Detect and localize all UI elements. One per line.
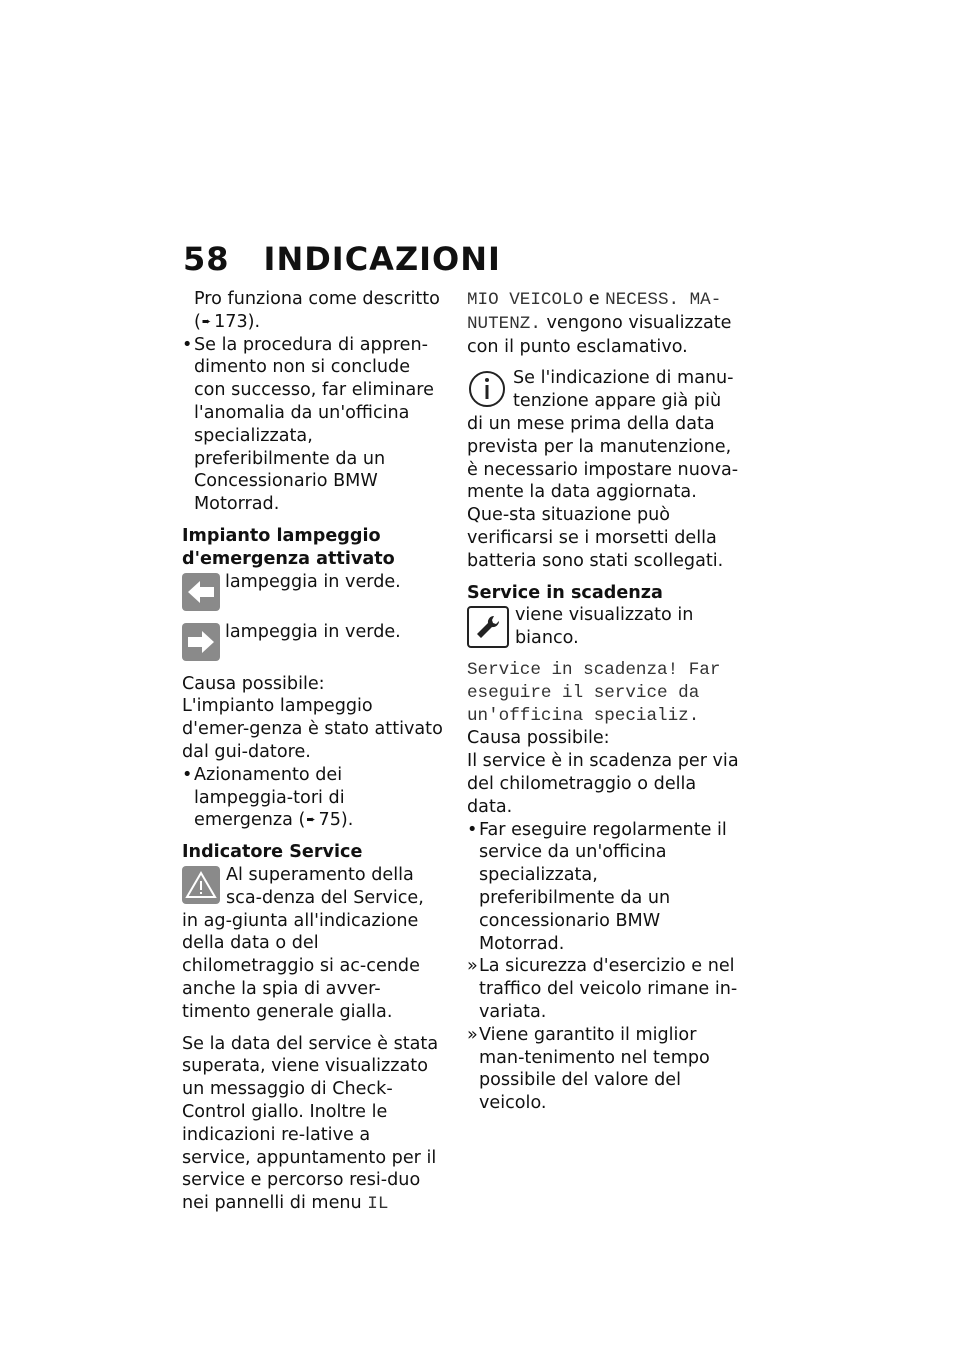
paragraph-menu-names: MIO VEICOLO e NECESS. MA-NUTENZ. vengono visualizzate con il punto esclamativo. <box>467 289 732 357</box>
hazard-left-row <box>182 571 444 611</box>
menu-name-mono: NECESS. MA-NUTENZ. <box>467 290 722 334</box>
info-text: Se l'indicazione di manu-tenzione appare già più di un mese prima della data prevista per la manutenzione, è necessario impostare nuova-mente la data aggiornata. Que-sta situazione può verificarsi se i morsetti della batteria sono stati scollegati. <box>467 368 739 571</box>
result-safety: » La sicurezza d'esercizio e nel traffico del veicolo rimane in-variata. <box>467 955 739 1023</box>
warning-triangle-icon <box>182 866 220 904</box>
warning-block <box>182 864 444 1024</box>
turn-signal-right-icon <box>182 623 220 661</box>
heading-hazard-lights: Impianto lampeggio d'emergenza attivato <box>182 525 395 569</box>
reference-arrow-icon: ➨ <box>201 314 212 328</box>
cause-label-left: Causa possibile: <box>182 673 325 694</box>
check-control-message: Service in scadenza! Far eseguire il service da un'officina specializ. <box>467 659 721 726</box>
bullet-regular-service: • Far eseguire regolarmente il service da un'officina specializzata, preferibilmente da un concessionario BMW Motorrad. <box>467 819 739 956</box>
wrench-text: viene visualizzato in bianco. <box>515 605 694 649</box>
hazard-left-text: lampeggia in verde. <box>225 571 401 592</box>
left-column <box>182 288 444 1216</box>
right-column <box>467 288 739 1115</box>
paragraph-service-overdue: Se la data del service è stata superata, viene visualizzato un messaggio di Check-Control giallo. Inoltre le indicazioni re-lative a service, appuntamento per il service e percorso resi-duo nei pannelli di menu IL <box>182 1033 439 1215</box>
hazard-right-text: lampeggia in verde. <box>225 621 401 642</box>
reference-arrow-icon: ➨ <box>306 813 316 827</box>
wrench-icon <box>467 606 509 648</box>
wrench-block <box>467 604 739 650</box>
info-icon <box>467 369 507 409</box>
heading-service-indicator: Indicatore Service <box>182 842 363 863</box>
result-value: » Viene garantito il miglior man-tenimento nel tempo possibile del valore del veicolo. <box>467 1024 739 1115</box>
hazard-right-row <box>182 621 444 661</box>
info-block <box>467 367 739 572</box>
menu-name-mono: MIO VEICOLO <box>467 290 584 310</box>
bullet-learning-procedure: • Se la procedura di appren-dimento non si conclude con successo, far eliminare l'anomalia da un'officina specializzata, preferibilmente da un Concessionario BMW Motorrad. <box>182 334 444 516</box>
warning-text: Al superamento della sca-denza del Service, in ag-giunta all'indicazione della data o del chilometraggio si ac-cende anche la spia di avver-timento generale gialla. <box>182 864 424 1022</box>
page-number: 58 <box>183 240 230 278</box>
cause-text-right: Il service è in scadenza per via del chilometraggio o della data. <box>467 751 739 817</box>
page-header <box>183 240 501 278</box>
menu-name-mono: IL <box>367 1194 389 1215</box>
page-title: INDICAZIONI <box>263 240 501 278</box>
cause-label-right: Causa possibile: <box>467 728 610 749</box>
heading-service-due: Service in scadenza <box>467 582 663 603</box>
paragraph-pro-function: Pro funziona come descritto (➨ 173). <box>194 289 440 332</box>
cause-text-left: L'impianto lampeggio d'emer-genza è stato attivato dal gui-datore. <box>182 696 443 762</box>
turn-signal-left-icon <box>182 573 220 611</box>
bullet-hazard-switch: • Azionamento dei lampeggia-tori di emergenza (➨ 75). <box>182 764 444 832</box>
